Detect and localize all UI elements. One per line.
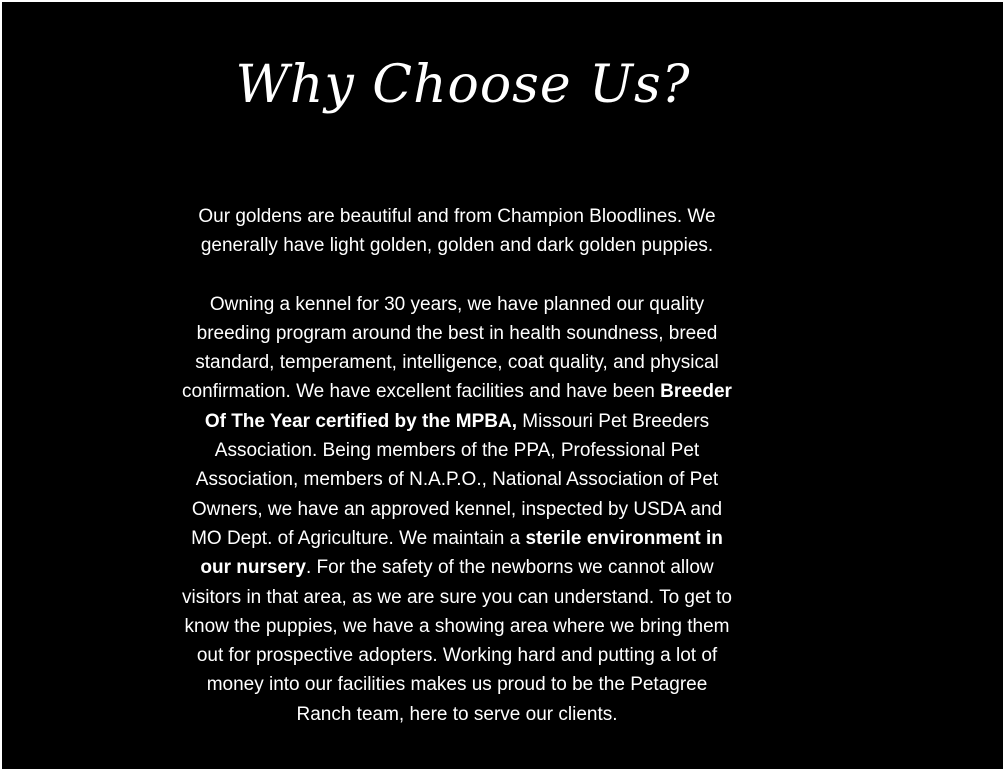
kennel-paragraph	[182, 290, 732, 729]
section-title: Why Choose Us?	[235, 55, 691, 115]
sterile-nursery-highlight: sterile environment in our nursery	[200, 527, 723, 579]
paragraph-spacer	[182, 261, 732, 290]
kennel-text-part2: Missouri Pet Breeders Association. Being members of the PPA, Professional Pet Association, members of N.A.P.O., National Association of Pet Owners, we have an approved kennel, inspected by USDA and MO Dept. of Agriculture. We maintain a	[191, 410, 723, 549]
intro-paragraph: Our goldens are beautiful and from Champion Bloodlines. We generally have light golden, golden and dark golden puppies.	[198, 206, 716, 257]
kennel-text-part3: . For the safety of the newborns we cannot allow visitors in that area, as we are sure you can understand. To get to know the puppies, we have a showing area where we bring them out for prospective adopters. Working hard and putting a lot of money into our facilities makes us proud to be the Petagree Ranch team, here to serve our clients.	[182, 557, 732, 725]
kennel-text-part1: Owning a kennel for 30 years, we have planned our quality breeding program around the best in health soundness, breed standard, temperament, intelligence, coat quality, and physical confirmation. We have excellent facilities and have been	[182, 293, 719, 403]
section-body	[182, 202, 732, 729]
breeder-award-highlight: Breeder Of The Year certified by the MPBA,	[204, 381, 732, 432]
why-choose-us-section	[2, 2, 1003, 769]
